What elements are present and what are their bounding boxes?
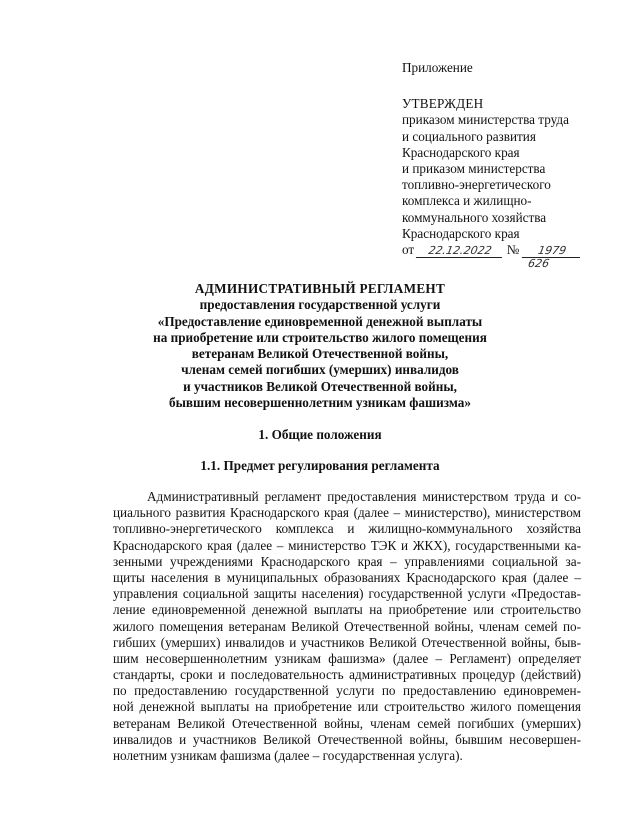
approval-line: топливно-энергетического (402, 177, 551, 193)
title-line: ветеранам Великой Отечественной войны, (191, 346, 449, 362)
paragraph-line: жилого помещения ветеранам Великой Отечественной войны, членам семей по- (113, 618, 581, 634)
number-sign: № (506, 242, 520, 258)
title-main: АДМИНИСТРАТИВНЫЙ РЕГЛАМЕНТ (194, 281, 446, 296)
paragraph-line: щиты населения в муниципальных образованиях Краснодарского края (далее – (113, 569, 581, 585)
approval-block (402, 60, 632, 271)
approval-line: комплекса и жилищно- (402, 193, 532, 209)
paragraph-line: топливно-энергетического комплекса и жилищно-коммунального хозяйства (113, 521, 581, 537)
paragraph-line: ление единовременной денежной выплаты на приобретение или строительство (113, 602, 581, 618)
paragraph-line: ной денежной выплаты на приобретение или строительство жилого помещения (113, 699, 581, 715)
handwritten-number: 1979 (522, 245, 582, 258)
paragraph-line: управления социальной защиты населения) государственной услуги «Предостав- (113, 586, 581, 602)
title-line: членам семей погибших (умерших) инвалидов (181, 362, 459, 378)
handwritten-date: 22.12.2022 (416, 245, 504, 258)
section-heading: 1. Общие положения (258, 427, 382, 442)
handwritten-number-second: 626 (526, 257, 551, 271)
paragraph-line: Краснодарского края (далее – министерство ТЭК и ЖКХ), государственными ка- (113, 537, 581, 553)
paragraph-line: по предоставлению государственной услуги по предоставлению единовремен- (113, 683, 581, 699)
paragraph-line: ветеранам Великой Отечественной войны, членам семей погибших (умерших) (113, 715, 581, 731)
approval-line: коммунального хозяйства (402, 209, 547, 225)
paragraph-line: стандарты, сроки и последовательность административных процедур (действий) (113, 667, 581, 683)
paragraph-line: инвалидов и участников Великой Отечественной войны, бывшим несовершен- (113, 731, 581, 747)
title-line: предоставления государственной услуги (199, 297, 441, 313)
title-line: на приобретение или строительство жилого помещения (153, 329, 487, 345)
paragraph-line: нолетним узникам фашизма (далее – государственная услуга). (113, 748, 463, 763)
title-line: и участников Великой Отечественной войны, (183, 378, 457, 394)
paragraph-line: зенными учреждениями Краснодарского края – управлениями социальной за- (113, 553, 581, 569)
approval-line: и социального развития (402, 128, 536, 144)
document-title (100, 281, 540, 411)
approval-line: Краснодарского края (402, 225, 520, 241)
approval-line: приказом министерства труда (402, 112, 569, 128)
approved-label: УТВЕРЖДЕН (402, 96, 484, 112)
approval-line: Краснодарского края (402, 144, 520, 160)
order-date-line (402, 242, 632, 271)
subsection-heading: 1.1. Предмет регулирования регламента (200, 458, 440, 473)
date-prefix: от (402, 242, 415, 258)
title-line: «Предоставление единовременной денежной выплаты (157, 313, 483, 329)
paragraph-line: Административный регламент предоставления министерством труда и со- (147, 489, 581, 504)
title-line: бывшим несовершеннолетним узникам фашизма» (169, 395, 471, 411)
paragraph-line: шим несовершеннолетним узникам фашизма» (далее – Регламент) определяет (113, 650, 581, 666)
appendix-label: Приложение (402, 60, 473, 75)
paragraph (113, 489, 581, 764)
approval-line: и приказом министерства (402, 161, 546, 177)
paragraph-line: циального развития Краснодарского края (далее – министерство), министерством (113, 505, 581, 521)
paragraph-line: гибших (умерших) инвалидов и участников Великой Отечественной войны, быв- (113, 634, 581, 650)
